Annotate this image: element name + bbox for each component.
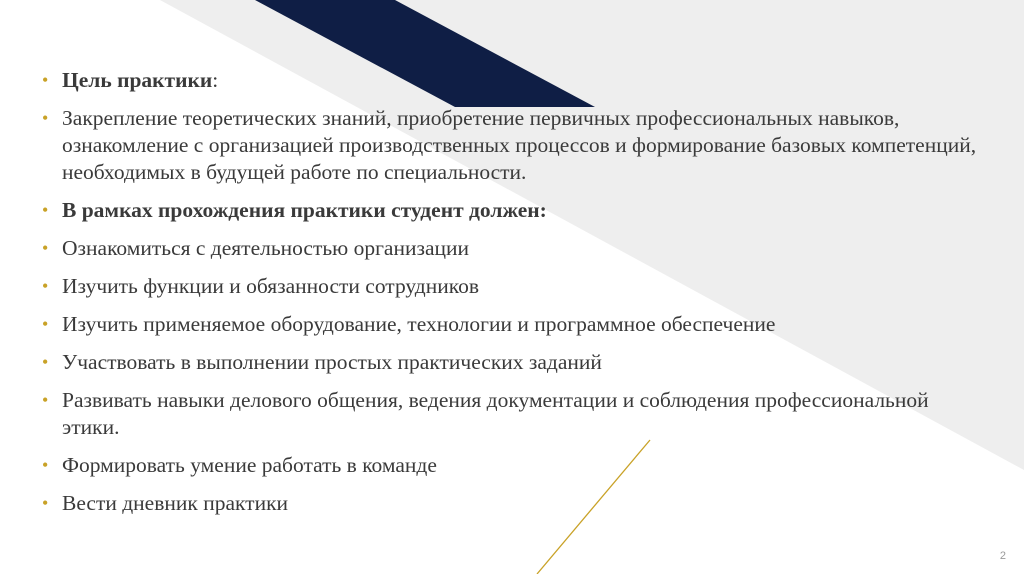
bullet-dot-icon: • bbox=[42, 238, 49, 258]
bullet-item bbox=[40, 67, 980, 94]
bullet-item bbox=[40, 387, 980, 441]
bullet-text bbox=[62, 236, 469, 260]
bullet-dot-icon: • bbox=[42, 200, 49, 220]
bullet-text bbox=[62, 388, 929, 439]
bullet-text bbox=[62, 312, 775, 336]
bullet-item bbox=[40, 490, 980, 517]
bullet-item bbox=[40, 273, 980, 300]
bullet-dot-icon: • bbox=[42, 390, 49, 410]
bullet-text bbox=[62, 350, 602, 374]
bullet-text-bold: Цель практики bbox=[62, 68, 213, 92]
bullet-text bbox=[62, 453, 437, 477]
bullet-text-part: Формировать умение работать в команде bbox=[62, 453, 437, 477]
bullet-item bbox=[40, 452, 980, 479]
bullet-list bbox=[40, 67, 980, 517]
bullet-text-part: Вести дневник практики bbox=[62, 491, 289, 515]
bullet-text-part: Ознакомиться с деятельностью организации bbox=[62, 236, 470, 260]
content-area bbox=[40, 67, 980, 528]
bullet-item bbox=[40, 235, 980, 262]
bullet-dot-icon: • bbox=[42, 493, 49, 513]
bullet-item bbox=[40, 349, 980, 376]
bullet-text bbox=[62, 274, 479, 298]
bullet-text bbox=[62, 68, 218, 92]
bullet-text-part: : bbox=[212, 68, 219, 92]
bullet-text-bold: В рамках прохождения практики студент должен: bbox=[62, 198, 547, 222]
bullet-dot-icon: • bbox=[42, 108, 49, 128]
bullet-text-part: Развивать навыки делового общения, ведения документации и соблюдения профессиональной этики. bbox=[62, 388, 929, 439]
bullet-text-part: Изучить применяемое оборудование, технологии и программное обеспечение bbox=[62, 312, 776, 336]
bullet-dot-icon: • bbox=[42, 276, 49, 296]
bullet-dot-icon: • bbox=[42, 455, 49, 475]
bullet-text-part: Закрепление теоретических знаний, приобретение первичных профессиональных навыков, ознакомление с организацией производственных процессов и формирование базовых компетенций, необходимых в будущей работе по специальности. bbox=[62, 106, 977, 184]
bullet-item bbox=[40, 197, 980, 224]
bullet-dot-icon: • bbox=[42, 314, 49, 334]
bullet-item bbox=[40, 311, 980, 338]
slide-number: 2 bbox=[999, 550, 1006, 562]
bullet-dot-icon: • bbox=[42, 352, 49, 372]
bullet-text bbox=[62, 198, 547, 222]
bullet-text bbox=[62, 491, 288, 515]
bullet-text bbox=[62, 106, 976, 184]
bullet-dot-icon: • bbox=[42, 70, 49, 90]
bullet-text-part: Участвовать в выполнении простых практических заданий bbox=[62, 350, 602, 374]
bullet-item bbox=[40, 105, 980, 186]
bullet-text-part: Изучить функции и обязанности сотрудников bbox=[62, 274, 480, 298]
